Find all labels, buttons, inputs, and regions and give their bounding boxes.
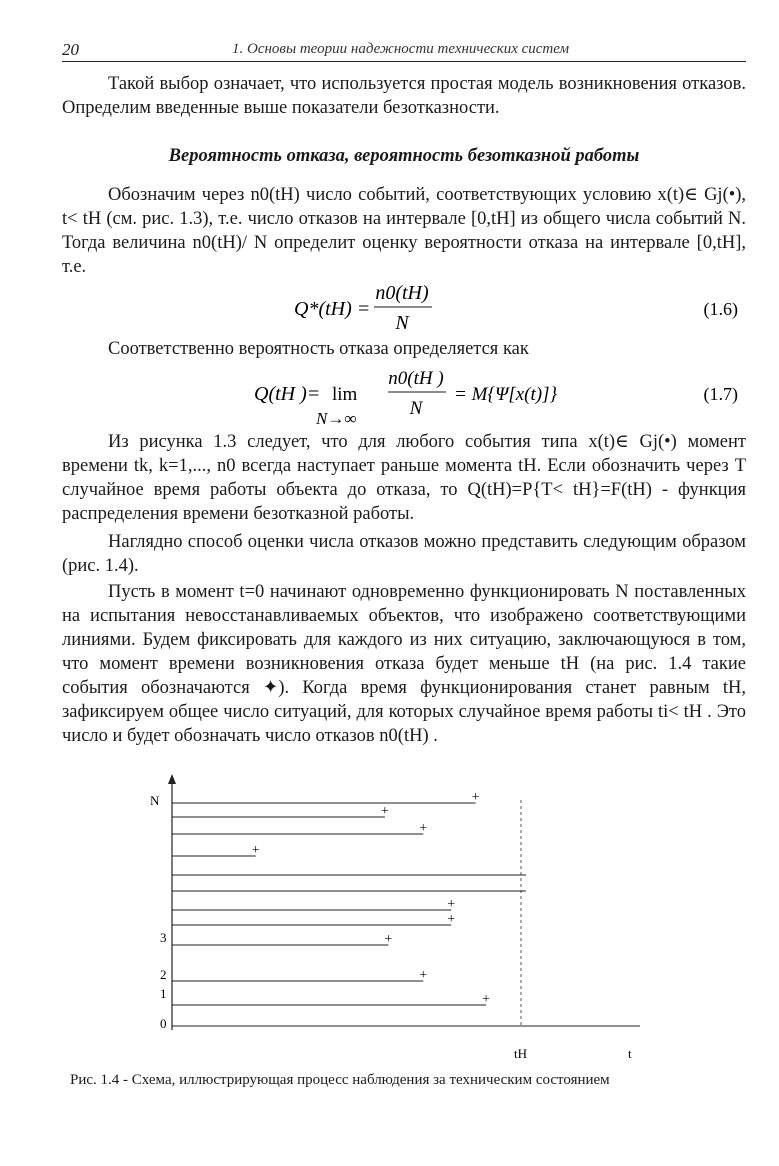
equation-1-6 [62,275,746,335]
failure-marker: + [447,912,456,927]
header-rule [62,61,746,62]
failure-marker: + [380,804,389,819]
eq7-rhs: = M{Ψ[x(t)]} [454,384,558,405]
page-number: 20 [62,40,79,59]
failure-marker: + [447,897,456,912]
section-heading: Вероятность отказа, вероятность безотказной работы [168,146,640,166]
paragraph-definition: Обозначим через n0(tH) число событий, соответствующих условию x(t)∈ Gj(•), t< tH (см. рис. 1.3), т.е. число отказов на интервале [0,tH] из общего числа событий N. Тогда величина n0(tH)/ N определит оценку вероятности отказа на интервале [0,tH], т.е. [62,185,746,277]
eq6-lhs: Q*(tH) = [294,298,371,320]
eq7-number: (1.7) [703,384,738,404]
y-axis-arrow [168,774,176,784]
paragraph-method: Наглядно способ оценки числа отказов можно представить следующим образом (рис. 1.4). [62,532,746,576]
equation-1-6-svg [62,275,746,335]
page-header [62,40,746,62]
paragraph-experiment: Пусть в момент t=0 начинают одновременно функционировать N поставленных на испытания невосстанавливаемых объектов, что изображено соответствующими линиями. Будем фиксировать для каждого из них ситуацию, заключающуюся в том, что момент времени возникновения отказа будет меньше tH (на рис. 1.4 такие события обозначаются ✦). Когда время функционирования станет равным tH, зафиксируем общее число ситуаций, для которых случайное время работы ti< tH . Это число и будет обозначать число отказов n0(tH) . [62,582,746,746]
y-label-N: N [150,793,160,808]
failure-marker: + [419,968,428,983]
x-label-tH: tH [514,1046,527,1060]
x-label-t: t [628,1046,632,1060]
y-label-3: 3 [160,930,167,945]
paragraph-intro: Такой выбор означает, что используется простая модель возникновения отказов. Определим введенные выше показатели безотказности. [62,74,746,118]
y-label-0: 0 [160,1016,167,1031]
y-label-1: 1 [160,986,167,1001]
running-title: 1. Основы теории надежности технических систем [232,41,570,57]
failure-marker: + [384,932,393,947]
eq7-numerator: n0(tH ) [388,370,444,389]
failure-marker: + [471,790,480,805]
eq7-limit: lim [332,384,358,405]
eq6-denominator: N [395,312,409,334]
equation-1-7-svg [62,370,746,430]
object-lines [172,790,526,1007]
eq7-denominator: N [409,398,423,419]
equation-1-7 [62,370,746,430]
eq6-numerator: n0(tH) [375,282,429,304]
eq7-limit-sub: N→∞ [316,409,357,428]
paragraph-prob: Соответственно вероятность отказа определяется как [108,339,529,359]
failure-marker: + [482,992,491,1007]
eq6-number: (1.6) [703,299,738,319]
failure-marker: + [419,821,428,836]
figure-1-4 [0,770,779,1060]
figure-caption: Рис. 1.4 - Схема, иллюстрирующая процесс наблюдения за техническим состоянием [70,1072,610,1088]
paragraph-distribution: Из рисунка 1.3 следует, что для любого события типа x(t)∈ Gj(•) момент времени tk, k=1,..., n0 всегда наступает раньше момента tH. Если обозначить через T случайное время работы объекта до отказа, то Q(tH)=P{T< tH}=F(tH) - функция распределения времени безотказной работы. [62,432,746,524]
eq7-lhs: Q(tH )= [254,383,321,405]
failure-marker: + [251,843,260,858]
y-label-2: 2 [160,967,167,982]
